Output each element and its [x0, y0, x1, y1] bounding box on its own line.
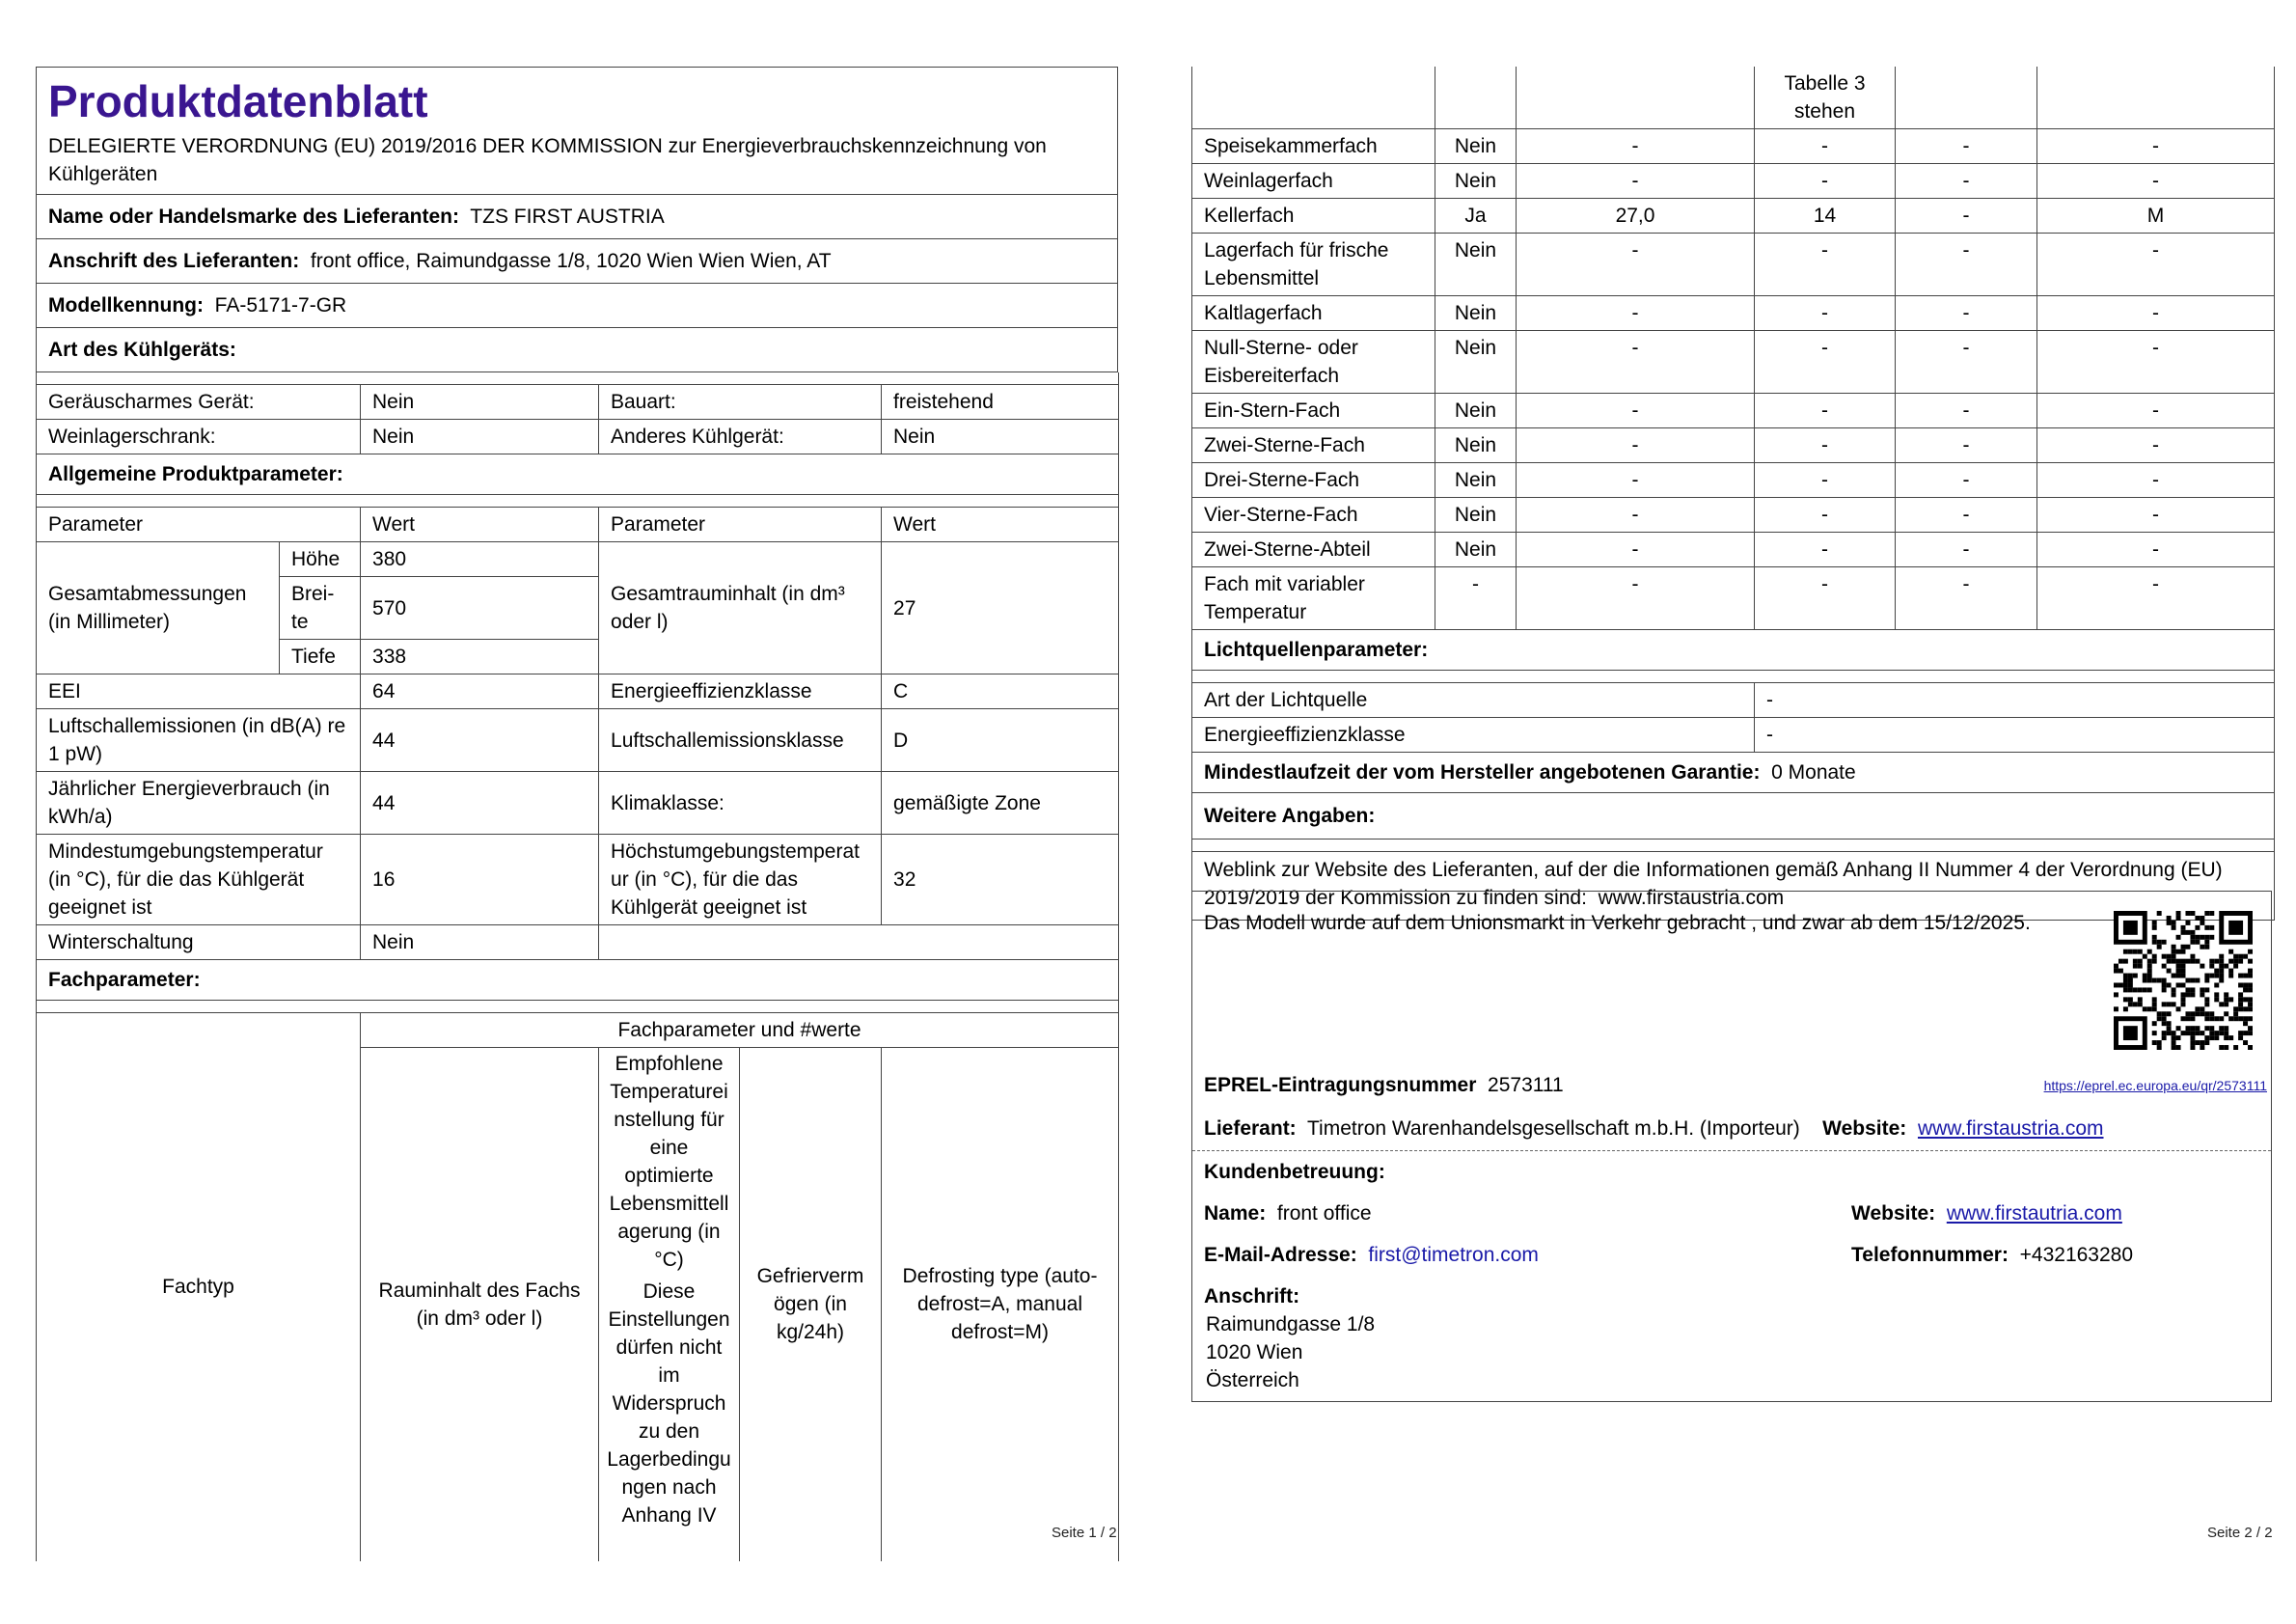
volume-value: 27	[882, 542, 1119, 674]
param-label: EEI	[37, 674, 361, 709]
warranty-label: Mindestlaufzeit der vom Hersteller angebotenen Garantie:	[1204, 761, 1761, 784]
compartment-value: Nein	[1435, 498, 1517, 533]
website2-link[interactable]: www.firstautria.com	[1946, 1202, 2122, 1225]
compartment-value: -	[1517, 234, 1755, 296]
param-label: Luftschallemissionsklasse	[599, 709, 882, 772]
compartment-value: -	[1896, 234, 2037, 296]
type-value: freistehend	[882, 385, 1119, 420]
compartment-value: -	[2037, 164, 2275, 199]
compartment-value: -	[1517, 463, 1755, 498]
qr-code-icon[interactable]	[2114, 911, 2253, 1050]
compartment-value: -	[1896, 394, 2037, 428]
more-heading: Weitere Angaben:	[1192, 793, 2275, 840]
light-row	[1192, 718, 2275, 753]
eprel-link[interactable]: https://eprel.ec.europa.eu/qr/2573111	[2043, 1078, 2267, 1093]
compartment-value: -	[1896, 498, 2037, 533]
compartment-row	[1192, 296, 2275, 331]
compartment-value: -	[2037, 234, 2275, 296]
address-line: Raimundgasse 1/8	[1206, 1313, 1376, 1335]
compartment-value: -	[1755, 394, 1896, 428]
datasheet-page-1	[36, 67, 1118, 1561]
name-value: front office	[1276, 1202, 1372, 1225]
regulation-subtitle: DELEGIERTE VERORDNUNG (EU) 2019/2016 DER KOMMISSION zur Energieverbrauchskennzeichnung von Kühlgeräten	[48, 135, 1047, 185]
param-label: Energieeffizienzklasse	[599, 674, 882, 709]
param-label: Luftschallemissionen (in dB(A) re 1 pW)	[37, 709, 361, 772]
compartment-name: Drei-Sterne-Fach	[1192, 463, 1435, 498]
type-row	[37, 385, 1119, 420]
empty-cell	[1896, 67, 2037, 129]
compartment-value: -	[1755, 296, 1896, 331]
compartment-name: Zwei-Sterne-Fach	[1192, 428, 1435, 463]
divider	[1192, 1150, 2271, 1151]
type-value: Nein	[361, 420, 599, 454]
page-title: Produktdatenblatt	[48, 76, 428, 126]
compartment-row	[1192, 234, 2275, 296]
model-row	[37, 284, 1118, 328]
param-value: 16	[361, 835, 599, 925]
compartment-name: Ein-Stern-Fach	[1192, 394, 1435, 428]
dimension-value: 380	[361, 542, 599, 577]
compartment-name: Vier-Sterne-Fach	[1192, 498, 1435, 533]
address-heading: Anschrift:	[1204, 1285, 1300, 1307]
weblink-text: Weblink zur Website des Lieferanten, auf der die Informationen gemäß Anhang II Nummer 4 der Verordnung (EU) 2019/2019 der Kommission zu finden sind:	[1204, 859, 2223, 909]
compartment-value: -	[1517, 331, 1755, 394]
light-label: Art der Lichtquelle	[1192, 683, 1755, 718]
address-label: Anschrift des Lieferanten:	[48, 250, 300, 272]
compartment-name: Speisekammerfach	[1192, 129, 1435, 164]
compartment-row	[1192, 129, 2275, 164]
empty-cell	[599, 925, 1119, 960]
compartment-value: Nein	[1435, 533, 1517, 567]
empty-cell	[1517, 67, 1755, 129]
model-value: FA-5171-7-GR	[214, 294, 347, 317]
compartment-table	[1191, 67, 2275, 921]
compartment-row	[1192, 567, 2275, 630]
supplier-label: Lieferant:	[1204, 1117, 1297, 1140]
param-header-row	[37, 508, 1119, 542]
compartment-value: -	[1755, 331, 1896, 394]
continued-header-row	[1192, 67, 2275, 129]
market-date-text: Das Modell wurde auf dem Unionsmarkt in Verkehr gebracht , und zwar ab dem 15/12/2025.	[1204, 912, 2031, 934]
compartment-name: Kaltlagerfach	[1192, 296, 1435, 331]
compartment-value: -	[1896, 296, 2037, 331]
param-row	[37, 674, 1119, 709]
compartment-value: 27,0	[1517, 199, 1755, 234]
compartment-value: -	[1755, 567, 1896, 630]
support-heading: Kundenbetreuung:	[1204, 1161, 1385, 1183]
spacer	[1192, 671, 2275, 683]
fach-defrost-header: Defrosting type (auto-defrost=A, manual defrost=M)	[882, 1048, 1119, 1561]
empty-cell	[1435, 67, 1517, 129]
email-label: E-Mail-Adresse:	[1204, 1244, 1357, 1266]
compartment-value: 14	[1755, 199, 1896, 234]
type-table	[36, 372, 1119, 507]
compartment-value: -	[1896, 199, 2037, 234]
compartment-value: -	[1755, 234, 1896, 296]
param-value: 44	[361, 772, 599, 835]
fach-temp-note: Diese Einstellungen dürfen nicht im Widerspruch zu den Lagerbedingungen nach Anhang IV	[607, 1280, 731, 1527]
param-header: Wert	[882, 508, 1119, 542]
eprel-label: EPREL-Eintragungsnummer	[1204, 1074, 1477, 1096]
light-value: -	[1755, 683, 2275, 718]
type-value: Nein	[361, 385, 599, 420]
fach-heading: Fachparameter:	[37, 960, 1119, 1001]
address-value: front office, Raimundgasse 1/8, 1020 Wien Wien Wien, AT	[310, 250, 832, 272]
compartment-value: Nein	[1435, 234, 1517, 296]
compartment-value: -	[2037, 498, 2275, 533]
compartment-value: -	[2037, 129, 2275, 164]
phone-value: +432163280	[2019, 1244, 2134, 1266]
param-header: Wert	[361, 508, 599, 542]
compartment-value: -	[1435, 567, 1517, 630]
address-line: 1020 Wien	[1206, 1341, 1303, 1363]
supplier-value: Timetron Warenhandelsgesellschaft m.b.H. (Importeur)	[1306, 1117, 1800, 1140]
type-heading: Art des Kühlgeräts:	[37, 328, 1118, 372]
params-table	[36, 507, 1119, 1012]
param-value: gemäßigte Zone	[882, 772, 1119, 835]
fach-group-header: Fachparameter und #werte	[361, 1013, 1119, 1048]
param-row	[37, 709, 1119, 772]
fach-freeze-header: Gefriervermögen (in kg/24h)	[740, 1048, 882, 1561]
type-label: Weinlagerschrank:	[37, 420, 361, 454]
compartment-value: -	[2037, 331, 2275, 394]
compartment-value: Nein	[1435, 331, 1517, 394]
fach-temp-header-text: Empfohlene Temperatureinstellung für eine optimierte Lebensmittellagerung (in °C)	[609, 1053, 729, 1271]
param-label: Jährlicher Energieverbrauch (in kWh/a)	[37, 772, 361, 835]
datasheet-page-2	[1191, 67, 2274, 921]
compartment-value: -	[1755, 129, 1896, 164]
supplier-info-box	[1191, 891, 2272, 1402]
supplier-name-value: TZS FIRST AUSTRIA	[470, 206, 665, 228]
compartment-value: -	[1517, 567, 1755, 630]
continued-header: Tabelle 3 stehen	[1755, 67, 1896, 129]
compartment-value: -	[1755, 533, 1896, 567]
spacer	[37, 1001, 1119, 1013]
page-footer-1: Seite 1 / 2	[1052, 1525, 1117, 1541]
compartment-value: -	[1896, 463, 2037, 498]
title-cell	[37, 68, 1118, 195]
compartment-value: Nein	[1435, 129, 1517, 164]
param-value: 44	[361, 709, 599, 772]
winter-label: Winterschaltung	[37, 925, 361, 960]
phone-label: Telefonnummer:	[1851, 1244, 2009, 1266]
website-label: Website:	[1822, 1117, 1907, 1140]
compartment-value: -	[1896, 567, 2037, 630]
compartment-value: -	[1896, 164, 2037, 199]
light-row	[1192, 683, 2275, 718]
light-heading: Lichtquellenparameter:	[1192, 630, 2275, 671]
compartment-value: -	[2037, 428, 2275, 463]
compartment-value: -	[1517, 164, 1755, 199]
compartment-value: -	[1896, 533, 2037, 567]
param-value: 64	[361, 674, 599, 709]
compartment-value: -	[1896, 331, 2037, 394]
compartment-value: -	[2037, 567, 2275, 630]
supplier-address-row	[37, 239, 1118, 284]
compartment-value: Nein	[1435, 394, 1517, 428]
compartment-value: Nein	[1435, 463, 1517, 498]
compartment-value: -	[1896, 129, 2037, 164]
compartment-row	[1192, 164, 2275, 199]
winter-row	[37, 925, 1119, 960]
compartment-name: Zwei-Sterne-Abteil	[1192, 533, 1435, 567]
light-label: Energieeffizienzklasse	[1192, 718, 1755, 753]
address-line: Österreich	[1206, 1369, 1299, 1391]
compartment-value: -	[1517, 394, 1755, 428]
compartment-row	[1192, 428, 2275, 463]
compartment-row	[1192, 498, 2275, 533]
type-row	[37, 420, 1119, 454]
param-row	[37, 772, 1119, 835]
eprel-value: 2573111	[1488, 1074, 1564, 1096]
compartment-value: Ja	[1435, 199, 1517, 234]
spacer	[1192, 840, 2275, 852]
fach-temp-header	[599, 1048, 740, 1561]
compartment-value: Nein	[1435, 164, 1517, 199]
fach-type-header: Fachtyp	[37, 1013, 361, 1561]
compartment-value: -	[1755, 428, 1896, 463]
light-value: -	[1755, 718, 2275, 753]
param-label: Mindestumgebungstemperatur (in °C), für die das Kühlgerät geeignet ist	[37, 835, 361, 925]
param-row	[37, 835, 1119, 925]
header-table	[36, 67, 1118, 372]
page-footer-2: Seite 2 / 2	[2207, 1525, 2273, 1541]
dimensions-label: Gesamtabmessungen (in Millimeter)	[37, 542, 280, 674]
compartment-name: Weinlagerfach	[1192, 164, 1435, 199]
supplier-name-row	[37, 195, 1118, 239]
compartment-row	[1192, 463, 2275, 498]
fach-volume-header: Rauminhalt des Fachs (in dm³ oder l)	[361, 1048, 599, 1561]
compartment-value: -	[2037, 463, 2275, 498]
compartment-row	[1192, 533, 2275, 567]
compartment-row	[1192, 331, 2275, 394]
compartment-value: -	[2037, 394, 2275, 428]
compartment-value: -	[1755, 164, 1896, 199]
compartment-value: Nein	[1435, 428, 1517, 463]
type-label: Geräuscharmes Gerät:	[37, 385, 361, 420]
compartment-value: Nein	[1435, 296, 1517, 331]
param-label: Klimaklasse:	[599, 772, 882, 835]
compartment-value: -	[1517, 428, 1755, 463]
param-value: D	[882, 709, 1119, 772]
type-label: Anderes Kühlgerät:	[599, 420, 882, 454]
spacer	[37, 372, 1119, 385]
model-label: Modellkennung:	[48, 294, 204, 317]
spacer	[37, 495, 1119, 508]
warranty-value: 0 Monate	[1771, 761, 1856, 784]
compartment-value: -	[2037, 296, 2275, 331]
general-heading: Allgemeine Produktparameter:	[37, 454, 1119, 495]
email-link[interactable]: first@timetron.com	[1368, 1244, 1539, 1266]
warranty-row	[1192, 753, 2275, 793]
compartment-value: -	[2037, 533, 2275, 567]
website-link[interactable]: www.firstaustria.com	[1917, 1117, 2104, 1140]
compartment-name: Lagerfach für frische Lebensmittel	[1192, 234, 1435, 296]
compartment-row	[1192, 394, 2275, 428]
param-label: Höchstumgebungstemperatur (in °C), für die das Kühlgerät geeignet ist	[599, 835, 882, 925]
param-value: 32	[882, 835, 1119, 925]
name-label: Name:	[1204, 1202, 1267, 1225]
empty-cell	[1192, 67, 1435, 129]
compartment-name: Kellerfach	[1192, 199, 1435, 234]
compartment-value: -	[1896, 428, 2037, 463]
winter-value: Nein	[361, 925, 599, 960]
param-header: Parameter	[599, 508, 882, 542]
compartment-name: Null-Sterne- oder Eisbereiterfach	[1192, 331, 1435, 394]
volume-label: Gesamtrauminhalt (in dm³ oder l)	[599, 542, 882, 674]
compartment-value: -	[1755, 498, 1896, 533]
dimension-label: Höhe	[280, 542, 361, 577]
param-value: C	[882, 674, 1119, 709]
fach-header-table	[36, 1012, 1119, 1561]
website2-label: Website:	[1851, 1202, 1936, 1225]
compartment-value: -	[1517, 498, 1755, 533]
compartment-value: -	[1517, 296, 1755, 331]
compartment-value: -	[1517, 129, 1755, 164]
weblink-url[interactable]: www.firstaustria.com	[1598, 887, 1785, 909]
supplier-name-label: Name oder Handelsmarke des Lieferanten:	[48, 206, 459, 228]
compartment-value: -	[1755, 463, 1896, 498]
type-value: Nein	[882, 420, 1119, 454]
dimension-value: 570	[361, 577, 599, 640]
empty-cell	[2037, 67, 2275, 129]
param-header: Parameter	[37, 508, 361, 542]
type-label: Bauart:	[599, 385, 882, 420]
dimension-value: 338	[361, 640, 599, 674]
compartment-name: Fach mit variabler Temperatur	[1192, 567, 1435, 630]
compartment-row	[1192, 199, 2275, 234]
dimension-label: Tiefe	[280, 640, 361, 674]
compartment-value: -	[1517, 533, 1755, 567]
dimension-label: Brei-te	[280, 577, 361, 640]
compartment-value: M	[2037, 199, 2275, 234]
